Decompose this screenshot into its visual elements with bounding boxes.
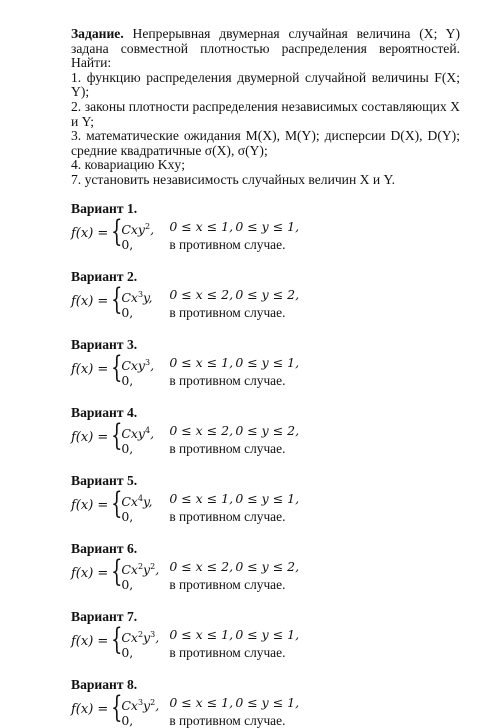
formula-cases xyxy=(121,558,300,592)
density-expression: Cx$^3$y, xyxy=(121,289,153,305)
case-row-density xyxy=(121,627,299,645)
task-item-2: 2. законы плотности распределения независимых составляющих X и Y; xyxy=(71,98,460,129)
variant-title: Вариант 4. xyxy=(71,404,138,420)
otherwise-text: в противном случае. xyxy=(169,304,286,320)
formula-cases xyxy=(121,626,300,660)
formula-cases xyxy=(121,490,300,524)
density-expression: Cxy$^4$, xyxy=(121,425,155,441)
variant-block xyxy=(71,473,460,522)
case-row-density xyxy=(121,559,299,577)
y-range: 0 ≤ y ≤ 2, xyxy=(235,286,300,302)
otherwise-text: в противном случае. xyxy=(169,644,286,660)
variant-title: Вариант 1. xyxy=(71,200,138,216)
variant-block xyxy=(71,337,460,386)
density-formula xyxy=(71,282,460,320)
y-range: 0 ≤ y ≤ 2, xyxy=(235,422,300,438)
y-range: 0 ≤ y ≤ 1, xyxy=(235,694,300,710)
fx-label: f(x) = xyxy=(71,430,109,446)
variant-title: Вариант 6. xyxy=(71,540,138,556)
case-row-density xyxy=(121,423,299,441)
zero-value: 0, xyxy=(121,508,134,524)
x-range: 0 ≤ x ≤ 2, xyxy=(169,422,234,438)
density-formula xyxy=(71,214,460,252)
density-expression: $Cx^3y^2$, xyxy=(121,697,160,713)
density-formula xyxy=(71,350,460,388)
zero-value: 0, xyxy=(121,372,134,388)
case-row-density xyxy=(121,695,299,713)
left-brace: { xyxy=(111,486,123,522)
task-item-4: 4. ковариацию Kxy; xyxy=(71,157,185,173)
task-item-3: 3. математические ожидания M(X), M(Y); дисперсии D(X), D(Y); средние квадратичные σ(X), σ(Y); xyxy=(71,128,460,158)
fx-label: f(x) = xyxy=(71,294,109,310)
task-item-7: 7. установить независимость случайных величин X и Y. xyxy=(71,171,395,187)
y-range: 0 ≤ y ≤ 1, xyxy=(235,218,300,234)
otherwise-text: в противном случае. xyxy=(169,440,286,456)
zero-value: 0, xyxy=(121,440,134,456)
left-brace: { xyxy=(111,214,123,250)
fx-label: f(x) = xyxy=(71,498,109,514)
density-formula xyxy=(71,622,460,660)
otherwise-text: в противном случае. xyxy=(169,508,286,524)
x-range: 0 ≤ x ≤ 1, xyxy=(169,694,234,710)
density-expression: $Cx^2y^2$, xyxy=(121,561,160,577)
x-range: 0 ≤ x ≤ 1, xyxy=(169,490,234,506)
left-brace: { xyxy=(111,554,123,590)
task-block xyxy=(71,27,460,188)
formula-cases xyxy=(121,218,300,252)
formula-cases xyxy=(121,422,300,456)
x-range: 0 ≤ x ≤ 2, xyxy=(169,286,234,302)
y-range: 0 ≤ y ≤ 1, xyxy=(235,626,300,642)
fx-label: f(x) = xyxy=(71,634,109,650)
case-row-density xyxy=(121,355,299,373)
formula-cases xyxy=(121,694,300,728)
zero-value: 0, xyxy=(121,576,134,592)
left-brace: { xyxy=(111,622,123,658)
case-row-otherwise xyxy=(121,713,299,728)
case-row-density xyxy=(121,219,299,237)
variant-block xyxy=(71,201,460,250)
density-formula xyxy=(71,418,460,456)
x-range: 0 ≤ x ≤ 2, xyxy=(169,558,234,574)
task-lead: Задание. xyxy=(71,26,124,41)
task-intro: Непрерывная двумерная случайная величина (X; Y) задана совместной плотностью распределения вероятностей. Найти: xyxy=(71,26,460,71)
x-range: 0 ≤ x ≤ 1, xyxy=(169,218,234,234)
density-formula xyxy=(71,554,460,592)
fx-label: f(x) = xyxy=(71,226,109,242)
case-row-otherwise xyxy=(121,305,299,320)
x-range: 0 ≤ x ≤ 1, xyxy=(169,626,234,642)
case-row-otherwise xyxy=(121,645,299,660)
case-row-density xyxy=(121,491,299,509)
case-row-otherwise xyxy=(121,373,299,388)
variant-title: Вариант 7. xyxy=(71,608,138,624)
y-range: 0 ≤ y ≤ 2, xyxy=(235,558,300,574)
density-formula xyxy=(71,690,460,728)
density-expression: Cxy$^2$, xyxy=(121,221,155,237)
left-brace: { xyxy=(111,418,123,454)
otherwise-text: в противном случае. xyxy=(169,576,286,592)
otherwise-text: в противном случае. xyxy=(169,236,286,252)
case-row-otherwise xyxy=(121,237,299,252)
variants-list xyxy=(71,201,460,726)
otherwise-text: в противном случае. xyxy=(169,712,286,728)
fx-label: f(x) = xyxy=(71,702,109,718)
variant-block xyxy=(71,405,460,454)
zero-value: 0, xyxy=(121,644,134,660)
otherwise-text: в противном случае. xyxy=(169,372,286,388)
variant-block xyxy=(71,269,460,318)
density-expression: Cx$^4$y, xyxy=(121,493,153,509)
task-header xyxy=(71,27,460,71)
density-formula xyxy=(71,486,460,524)
variant-title: Вариант 5. xyxy=(71,472,138,488)
zero-value: 0, xyxy=(121,712,134,728)
left-brace: { xyxy=(111,690,123,726)
task-intro-paragraph xyxy=(71,27,460,71)
zero-value: 0, xyxy=(121,236,134,252)
case-row-otherwise xyxy=(121,441,299,456)
case-row-otherwise xyxy=(121,509,299,524)
formula-cases xyxy=(121,286,300,320)
formula-cases xyxy=(121,354,300,388)
left-brace: { xyxy=(111,350,123,386)
x-range: 0 ≤ x ≤ 1, xyxy=(169,354,234,370)
density-expression: Cxy$^3$, xyxy=(121,357,155,373)
y-range: 0 ≤ y ≤ 1, xyxy=(235,490,300,506)
variant-block xyxy=(71,541,460,590)
left-brace: { xyxy=(111,282,123,318)
fx-label: f(x) = xyxy=(71,362,109,378)
variant-block xyxy=(71,609,460,658)
variant-title: Вариант 3. xyxy=(71,336,138,352)
variant-title: Вариант 8. xyxy=(71,676,138,692)
case-row-density xyxy=(121,287,299,305)
fx-label: f(x) = xyxy=(71,566,109,582)
zero-value: 0, xyxy=(121,304,134,320)
variant-title: Вариант 2. xyxy=(71,268,138,284)
variant-block xyxy=(71,677,460,726)
task-item-1: 1. функцию распределения двумерной случайной величины F(X; Y); xyxy=(71,69,460,100)
density-expression: $Cx^2y^3$, xyxy=(121,629,160,645)
y-range: 0 ≤ y ≤ 1, xyxy=(235,354,300,370)
case-row-otherwise xyxy=(121,577,299,592)
